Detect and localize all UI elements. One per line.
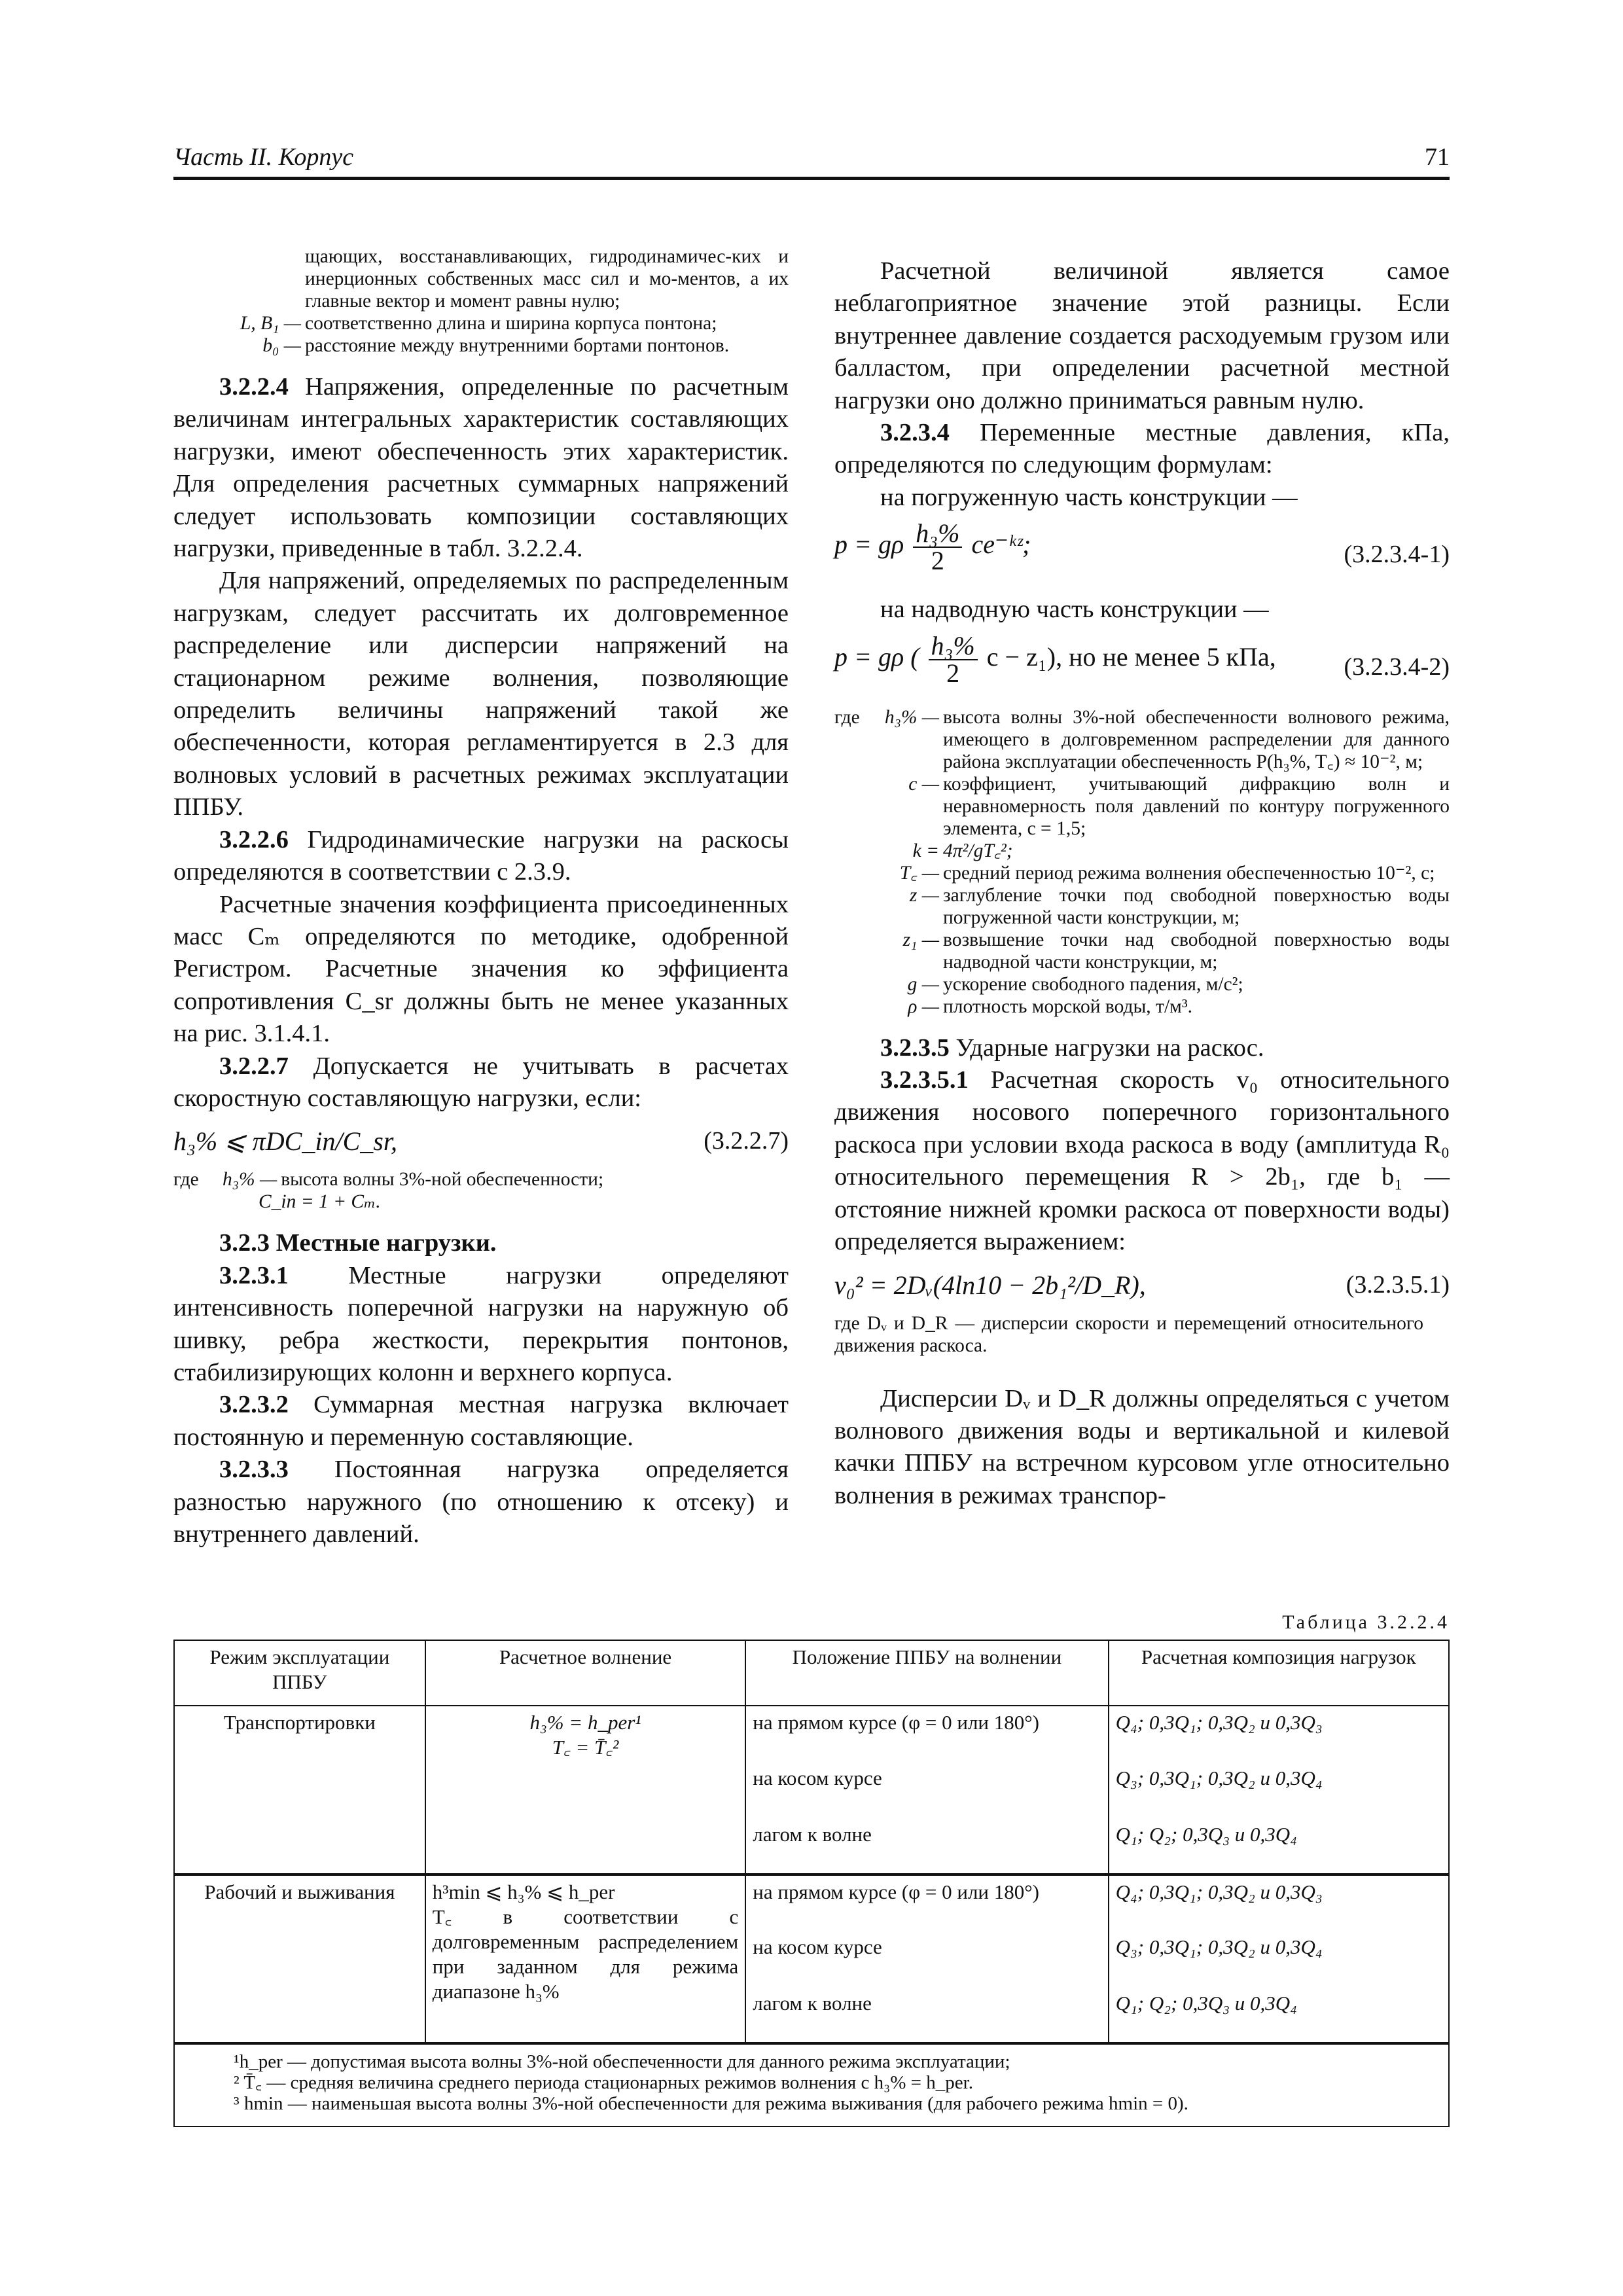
paragraph: Расчетной величиной является самое неблагоприятное значение этой разницы. Если внутреннее давление создается расходуемым грузом или балластом, при определении расчетной местной нагрузки оно должно приниматься равным нулю. [834, 257, 1450, 414]
paragraph: 3.2.2.7 Допускается не учитывать в расчетах скоростную составляющую нагрузки, если: [173, 1052, 789, 1112]
table-row [174, 1874, 1449, 1931]
table-3-2-2-4 [173, 1640, 1450, 2127]
position-cell: лагом к волне [745, 1818, 1108, 1874]
paragraph: 3.2.3.3 Постоянная нагрузка определяется разностью наружного (по отношению к отсеку) и внутреннего давлений. [173, 1456, 789, 1548]
paragraph: 3.2.3.4 Переменные местные давления, кПа, определяются по следующим формулам: [834, 419, 1450, 479]
table-row [174, 1706, 1449, 1762]
paragraph: на надводную часть конструкции — [880, 596, 1269, 624]
running-header [173, 143, 1450, 182]
formula-3-2-3-5-1: v₀² = 2Dᵥ(4ln10 − 2b₁²/D_R), (3.2.3.5.1) [834, 1270, 1450, 1300]
table-footnotes-row [174, 2043, 1449, 2126]
composition-cell: Q₁; Q₂; 0,3Q₃ и 0,3Q₄ [1109, 1987, 1449, 2043]
footnote: ² T̄꜀ — средняя величина среднего периода стационарных режимов волнения с h₃% = h_per. [234, 2072, 973, 2093]
definition-item: L, B₁ — соответственно длина и ширина корпуса понтона; [240, 313, 717, 334]
section-heading: 3.2.3 Местные нагрузки. [219, 1229, 497, 1257]
formula-definitions: где h₃% — высота волны 3%-ной обеспеченности волнового режима, имеющего в долговременном распределении для данного района эксплуатации обеспеченность P(h₃%, T꜀) ≈ 10⁻², м; c — коэффициент, учитывающий дифракцию волн и неравномерность поля давлений по контуру погруженного элемента, c = 1,5; k = 4π²/gT꜀²; T꜀ — средний период режима волнения обеспеченностью 10⁻², с; z — заглубление точки под свободной поверхностью воды погруженной части конструкции, м; z₁ — возвышение точки над свободной поверхностью воды надводной части конструкции, м; g — ускорение свободного падения, м/с²; ρ — плотность морской воды, т/м³. [834, 706, 1450, 1017]
paragraph: 3.2.3.5.1 Расчетная скорость v₀ относительного движения носового поперечного горизонтального раскоса при условии входа раскоса в воду (амплитуда R₀ относительного перемещения R > 2b₁, где b₁ — отстояние нижней кромки раскоса от поверхности воды) определяется выражением: [834, 1066, 1450, 1256]
running-title: Часть II. Корпус [173, 143, 354, 171]
composition-cell: Q₃; 0,3Q₁; 0,3Q₂ и 0,3Q₄ [1109, 1762, 1449, 1818]
mode-cell: Транспортировки [174, 1706, 425, 1874]
table-header: Расчетное волнение [425, 1640, 746, 1706]
table-caption: Таблица 3.2.2.4 [1282, 1611, 1450, 1633]
position-cell: на прямом курсе (φ = 0 или 180°) [745, 1874, 1108, 1931]
composition-cell: Q₃; 0,3Q₁; 0,3Q₂ и 0,3Q₄ [1109, 1931, 1449, 1987]
composition-cell: Q₄; 0,3Q₁; 0,3Q₂ и 0,3Q₃ [1109, 1706, 1449, 1762]
footnote: ¹h_per — допустимая высота волны 3%-ной обеспеченности для данного режима эксплуатации; [234, 2051, 1010, 2072]
right-column [834, 255, 1450, 1512]
table-header: Положение ППБУ на волнении [745, 1640, 1108, 1706]
paragraph: Дисперсии Dᵥ и D_R должны определяться с учетом волнового движения воды и вертикальной и килевой качки ППБУ на встречном курсовом угле относительно волнения в режимах транспор- [834, 1384, 1450, 1509]
composition-cell: Q₁; Q₂; 0,3Q₃ и 0,3Q₄ [1109, 1818, 1449, 1874]
formula-3-2-2-7: h₃% ⩽ πDC_in/C_sr, (3.2.2.7) [173, 1126, 789, 1157]
mode-cell: Рабочий и выживания [174, 1874, 425, 2043]
formula-definitions: где h₃% — высота волны 3%-ной обеспеченности; C_in = 1 + Cₘ. [173, 1169, 604, 1213]
formula-3-2-3-4-1: p = gρ $\frac{\text{h₃\%}}{2}$ ce⁻ᵏᶻ; (3.2.3.4-1) [834, 518, 1450, 576]
left-column [173, 245, 789, 1551]
paragraph: Для напряжений, определяемых по распределенным нагрузкам, следует рассчитать их долговременное распределение или дисперсии напряжений на стационарном режиме волнения, позволяющие определить величины напряжений такой же обеспеченности, которая регламентируется в 2.3 для волновых условий в расчетных режимах эксплуатации ППБУ. [173, 567, 789, 821]
position-cell: на косом курсе [745, 1931, 1108, 1987]
composition-cell: Q₄; 0,3Q₁; 0,3Q₂ и 0,3Q₃ [1109, 1874, 1449, 1931]
wave-cell: h³min ⩽ h₃% ⩽ h_per T꜀ в соответствии с долговременным распределением при заданном для режима диапазоне h₃% [425, 1874, 746, 2043]
table-header-row [174, 1640, 1449, 1706]
header-rule [173, 177, 1450, 180]
paragraph: Расчетные значения коэффициента присоединенных масс Cₘ определяются по методике, одобренной Регистром. Расчетные значения ко эффициента сопротивления C_sr должны быть не менее указанных на рис. 3.1.4.1. [173, 890, 789, 1048]
wave-cell: h₃% = h_per¹ T꜀ = T̄꜀² [425, 1706, 746, 1874]
position-cell: на прямом курсе (φ = 0 или 180°) [745, 1706, 1108, 1762]
top-definitions [173, 245, 789, 357]
definition-item: b₀ — расстояние между внутренними бортами понтонов. [262, 335, 730, 356]
paragraph: 3.2.3.1 Местные нагрузки определяют интенсивность поперечной нагрузки на наружную об шивку, ребра жесткости, перекрытия понтонов, стабилизирующих колонн и верхнего корпуса. [173, 1261, 789, 1386]
table-header: Режим эксплуатации ППБУ [174, 1640, 425, 1706]
formula-definition: где Dᵥ и D_R — дисперсии скорости и перемещений относительного движения раскоса. [834, 1312, 1423, 1356]
paragraph: 3.2.3.2 Суммарная местная нагрузка включает постоянную и переменную составляющие. [173, 1391, 789, 1451]
definition-item: щающих, восстанавливающих, гидродинамичес-ких и инерционных собственных масс сил и мо-ментов, а их главные вектор и момент равны нулю; [305, 246, 789, 312]
position-cell: лагом к волне [745, 1987, 1108, 2043]
paragraph: 3.2.2.4 Напряжения, определенные по расчетным величинам интегральных характеристик составляющих нагрузки, имеют обеспеченность этих характеристик. Для определения расчетных суммарных напряжений следует использовать композиции составляющих нагрузки, приведенные в табл. 3.2.2.4. [173, 373, 789, 563]
paragraph: 3.2.2.6 Гидродинамические нагрузки на раскосы определяются в соответствии с 2.3.9. [173, 825, 789, 886]
table-header: Расчетная композиция нагрузок [1109, 1640, 1449, 1706]
position-cell: на косом курсе [745, 1762, 1108, 1818]
paragraph: 3.2.3.5 Ударные нагрузки на раскос. [880, 1033, 1264, 1062]
formula-3-2-3-4-2: p = gρ ( $\frac{\text{h₃\%}}{2}$ c − z₁), но не менее 5 кПа, (3.2.3.4-2) [834, 630, 1450, 688]
page-number: 71 [1425, 143, 1450, 171]
paragraph: на погруженную часть конструкции — [880, 483, 1298, 511]
footnote: ³ hmin — наименьшая высота волны 3%-ной обеспеченности для режима выживания (для рабочего режима hmin = 0). [234, 2093, 1188, 2114]
